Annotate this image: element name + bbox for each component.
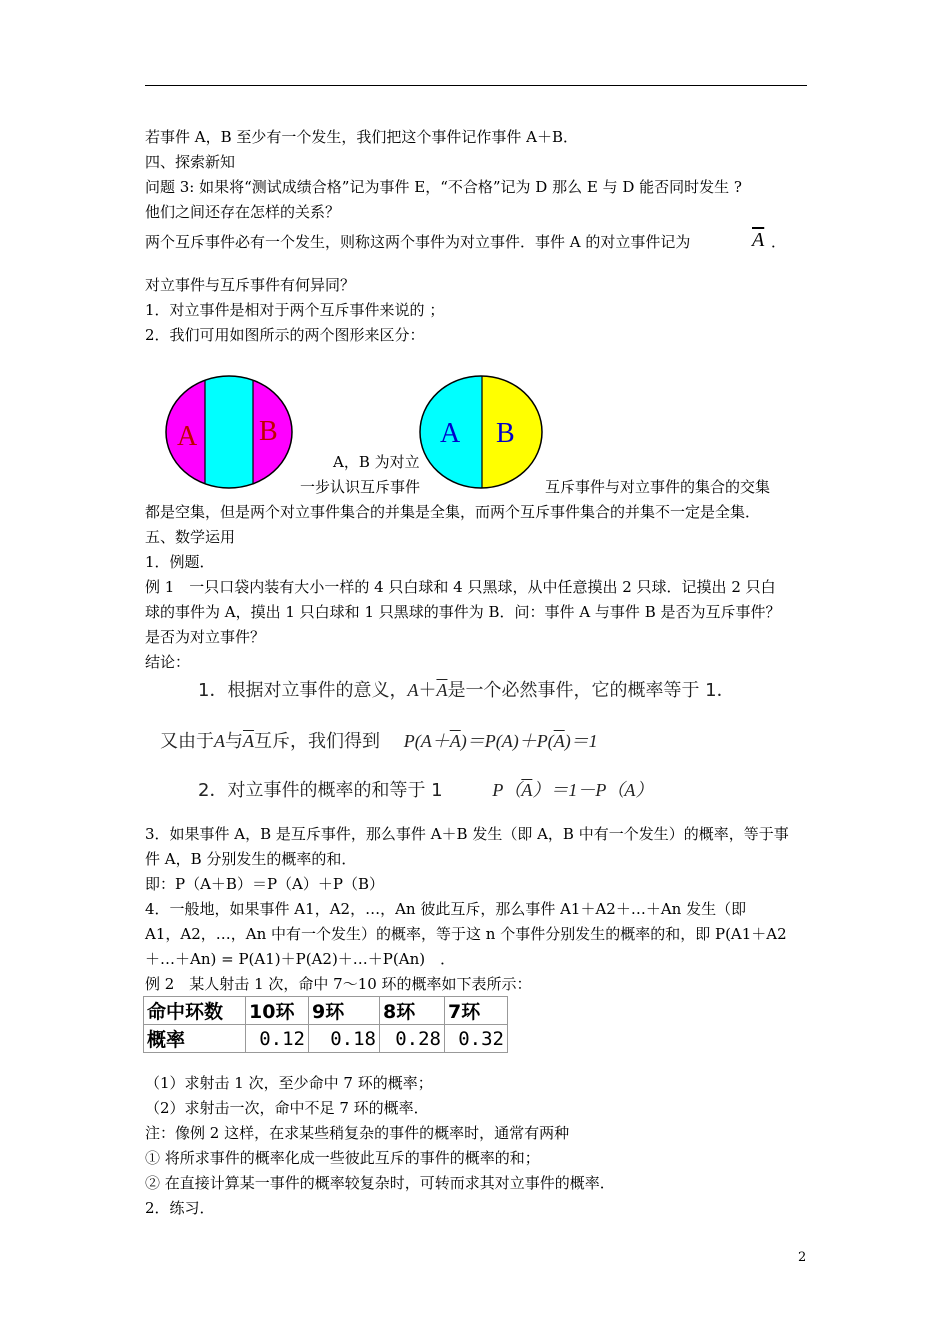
row-label: 概率 (144, 1025, 246, 1053)
conclusion-line-2: 又由于A与$\overline{A}$互斥，我们得到 $P(A+\overline{A})=P(A)+P(\overline{A})=1$ (160, 731, 598, 752)
table-cell: 0.32 (445, 1025, 508, 1053)
conclusion-line-3: 2．对立事件的概率的和等于 1 $P(\overline{A})=1-P(A)$ (198, 780, 654, 801)
conclusion-line-1: 1．根据对立事件的意义，$A+\overline{A}$是一个必然事件，它的概率等于 1． (198, 680, 735, 701)
table-row (144, 997, 508, 1025)
table-row (144, 1025, 508, 1053)
text-line: （1）求射击 1 次，至少命中 7 环的概率； (145, 1074, 433, 1092)
table-cell: 0.28 (380, 1025, 445, 1053)
text-line: （2）求射击一次，命中不足 7 环的概率． (145, 1099, 429, 1117)
label-b: B (496, 418, 515, 449)
text-line: 两个互斥事件必有一个发生，则称这两个事件为对立事件．事件 A 的对立事件记为 (145, 233, 691, 251)
header-rule (145, 85, 807, 86)
text-line: 2．练习． (145, 1199, 215, 1217)
text-line: ① 将所求事件的概率化成一些彼此互斥的事件的概率的和； (145, 1149, 540, 1167)
text-line: 都是空集，但是两个对立事件集合的并集是全集，而两个互斥事件集合的并集不一定是全集． (145, 503, 761, 521)
text-line: 4．一般地，如果事件 A1，A2，…，An 彼此互斥，那么事件 A1＋A2＋…＋An 发生（即 (145, 900, 747, 918)
section-heading: 五、数学运用 (145, 528, 236, 546)
text-line: 1．对立事件是相对于两个互斥事件来说的 ； (145, 301, 445, 319)
text-fragment: 一步认识互斥事件 (300, 478, 421, 496)
table-cell: 0.18 (309, 1025, 380, 1053)
table-header: 9环 (309, 997, 380, 1025)
table-header: 10环 (246, 997, 309, 1025)
text-fragment: 互斥事件与对立事件的集合的交集 (545, 478, 771, 496)
probability-table (143, 996, 508, 1053)
text-line: 注：像例 2 这样，在求某些稍复杂的事件的概率时，通常有两种 (145, 1124, 570, 1142)
table-cell: 0.12 (246, 1025, 309, 1053)
text-line: 是否为对立事件？ (145, 628, 266, 646)
text-line: 件 A，B 分别发生的概率的和． (145, 850, 357, 868)
page-number: 2 (798, 1250, 807, 1265)
period: ． (771, 233, 787, 251)
text-line: 若事件 A，B 至少有一个发生，我们把这个事件记作事件 A＋B． (145, 128, 579, 146)
region-middle (205, 375, 253, 490)
text-line: ② 在直接计算某一事件的概率较复杂时，可转而求其对立事件的概率． (145, 1174, 615, 1192)
mutually-exclusive-diagram (418, 375, 544, 490)
text-line: 他们之间还存在怎样的关系？ (145, 203, 341, 221)
complement-symbol: $\overline{A}$ (752, 229, 765, 251)
table-header: 命中环数 (144, 997, 246, 1025)
text-line: 问题 3: 如果将“测试成绩合格”记为事件 E，“不合格”记为 D 那么 E 与 D 能否同时发生 ? (145, 178, 742, 196)
text-line: 结论： (145, 653, 191, 671)
text-line: 球的事件为 A，摸出 1 只白球和 1 只黑球的事件为 B．问：事件 A 与事件 B 是否为互斥事件？ (145, 603, 781, 621)
label-b: B (259, 416, 278, 447)
text-line: 2．我们可用如图所示的两个图形来区分： (145, 326, 425, 344)
text-line: 例 2 某人射击 1 次，命中 7～10 环的概率如下表所示： (145, 975, 532, 993)
text-line: 对立事件与互斥事件有何异同？ (145, 276, 356, 294)
text-line: 例 1 一只口袋内装有大小一样的 4 只白球和 4 只黑球，从中任意摸出 2 只球．记摸出 2 只白 (145, 578, 776, 596)
table-header: 8环 (380, 997, 445, 1025)
complement-diagram (165, 375, 295, 490)
text-line: 3．如果事件 A，B 是互斥事件，那么事件 A＋B 发生（即 A，B 中有一个发生）的概率，等于事 (145, 825, 789, 843)
formula-line: 即：P（A＋B）＝P（A）＋P（B） (145, 875, 384, 893)
label-a: A (440, 418, 461, 449)
label-a: A (177, 421, 198, 452)
text-fragment: A，B 为对立 (333, 453, 420, 471)
table-header: 7环 (445, 997, 508, 1025)
section-heading: 四、探索新知 (145, 153, 236, 171)
text-line: A1，A2，…，An 中有一个发生）的概率，等于这 n 个事件分别发生的概率的和，即 P(A1＋A2 (145, 925, 787, 943)
text-line: 1．例题． (145, 553, 215, 571)
formula-line: ＋…＋An) = P(A1)＋P(A2)＋…＋P(An) ． (145, 950, 456, 968)
